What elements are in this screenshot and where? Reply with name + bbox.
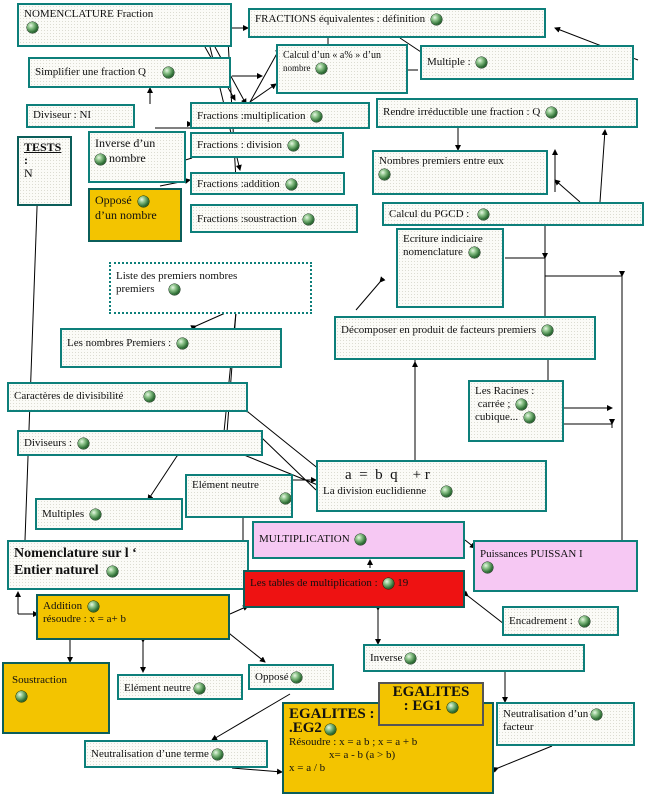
multiple-label: Multiple : xyxy=(427,56,471,68)
egalites-eg2-label-2: .EG2 xyxy=(289,720,322,736)
tests-title: TESTS xyxy=(24,140,62,154)
caracteres-divisibilite-box[interactable] xyxy=(7,382,248,412)
rendre-irreductible-box[interactable] xyxy=(376,98,638,128)
green-sphere-icon[interactable] xyxy=(591,709,602,720)
puissances-label: Puissances PUISSAN I xyxy=(480,548,583,560)
green-sphere-icon[interactable] xyxy=(447,702,458,713)
green-sphere-icon[interactable] xyxy=(325,724,336,735)
green-sphere-icon[interactable] xyxy=(144,391,155,402)
simplifier-label: Simplifier une fraction Q xyxy=(35,66,146,78)
green-sphere-icon[interactable] xyxy=(78,438,89,449)
oppose-bottom-box[interactable] xyxy=(248,664,334,690)
diviseurs-box[interactable] xyxy=(17,430,263,456)
fractions-multiplication-label: Fractions :multiplication xyxy=(197,110,306,122)
green-sphere-icon[interactable] xyxy=(291,672,302,683)
calcul-pgcd-label: Calcul du PGCD : xyxy=(389,208,470,220)
green-sphere-icon[interactable] xyxy=(383,578,394,589)
addition-label: Addition xyxy=(43,600,83,612)
resoudre-line-1: Résoudre : x = a b ; x = a + b xyxy=(289,736,418,748)
multiples-box[interactable] xyxy=(35,498,183,530)
rendre-irreductible-label: Rendre irréductible une fraction : Q xyxy=(383,106,541,118)
green-sphere-icon[interactable] xyxy=(579,616,590,627)
tables-multiplication-box[interactable] xyxy=(243,570,465,608)
nomenclature-fraction-box[interactable] xyxy=(17,3,232,47)
green-sphere-icon[interactable] xyxy=(288,140,299,151)
diviseur-ni-label: Diviseur : NI xyxy=(33,109,92,121)
soustraction-box[interactable] xyxy=(2,662,110,734)
liste-premiers-box[interactable] xyxy=(109,262,312,314)
green-sphere-icon[interactable] xyxy=(27,22,38,33)
nombres-premiers-entre-eux-box[interactable] xyxy=(372,150,548,195)
green-sphere-icon[interactable] xyxy=(524,412,535,423)
addition-label-2: résoudre : x = a+ b xyxy=(43,613,126,625)
nomenclature-entier-box[interactable] xyxy=(7,540,249,590)
nombres-premiers-label: Les nombres Premiers : xyxy=(67,337,172,349)
green-sphere-icon[interactable] xyxy=(469,247,480,258)
tests-box[interactable] xyxy=(17,136,72,206)
multiple-box[interactable] xyxy=(420,45,634,80)
green-sphere-icon[interactable] xyxy=(316,63,327,74)
fractions-soustraction-box[interactable] xyxy=(190,204,358,233)
ecriture-indiciaire-label: Ecriture indiciaire xyxy=(403,233,483,245)
element-neutre-top-box[interactable] xyxy=(185,474,293,518)
element-neutre-top-label: Elément neutre xyxy=(192,479,259,491)
inverse-nombre-label: Inverse d’un xyxy=(95,136,156,150)
oppose-nombre-label: Opposé xyxy=(95,193,132,207)
simplifier-box[interactable] xyxy=(28,57,231,88)
fractions-addition-box[interactable] xyxy=(190,172,345,195)
diviseurs-label: Diviseurs : xyxy=(24,437,72,449)
inverse-bottom-box[interactable] xyxy=(363,644,585,672)
inverse-nombre-box[interactable] xyxy=(88,131,186,183)
green-sphere-icon[interactable] xyxy=(16,691,27,702)
calcul-pourcentage-label-2: nombre xyxy=(283,63,311,73)
egalites-eg2-label: EGALITES : xyxy=(289,706,375,722)
nomenclature-entier-label-2: Entier naturel xyxy=(14,563,99,578)
nombres-premiers-box[interactable] xyxy=(60,328,282,368)
green-sphere-icon[interactable] xyxy=(286,179,297,190)
egalites-eg1-label: EGALITES xyxy=(392,684,470,700)
egalites-eg1-box[interactable] xyxy=(378,682,484,726)
green-sphere-icon[interactable] xyxy=(355,534,366,545)
calcul-pourcentage-label: Calcul d’un « a% » d’un xyxy=(283,50,382,61)
division-formula: a = b q + r xyxy=(345,467,430,483)
green-sphere-icon[interactable] xyxy=(163,67,174,78)
neutralisation-facteur-label: Neutralisation d’un xyxy=(503,708,589,720)
fractions-multiplication-box[interactable] xyxy=(190,102,370,129)
nomenclature-fraction-label: NOMENCLATURE Fraction xyxy=(24,8,154,20)
green-sphere-icon[interactable] xyxy=(311,111,322,122)
egalites-eg1-label-2: : EG1 xyxy=(403,698,442,714)
green-sphere-icon[interactable] xyxy=(546,107,557,118)
resoudre-line-3: x = a / b xyxy=(289,762,326,774)
green-sphere-icon[interactable] xyxy=(177,338,188,349)
division-euclidienne-box[interactable] xyxy=(316,460,547,512)
green-sphere-icon[interactable] xyxy=(476,57,487,68)
nomenclature-entier-label: Nomenclature sur l ‘ xyxy=(14,546,137,561)
ecriture-indiciaire-box[interactable] xyxy=(396,228,504,308)
fractions-equivalentes-box[interactable] xyxy=(248,8,546,38)
green-sphere-icon[interactable] xyxy=(212,749,223,760)
liste-premiers-label: Liste des premiers nombres xyxy=(116,270,238,282)
inverse-nombre-label-2: nombre xyxy=(109,151,146,165)
green-sphere-icon[interactable] xyxy=(280,493,291,504)
multiplication-box[interactable] xyxy=(252,521,465,559)
green-sphere-icon[interactable] xyxy=(194,683,205,694)
green-sphere-icon[interactable] xyxy=(138,196,149,207)
green-sphere-icon[interactable] xyxy=(478,209,489,220)
green-sphere-icon[interactable] xyxy=(482,562,493,573)
green-sphere-icon[interactable] xyxy=(88,601,99,612)
decomposer-box[interactable] xyxy=(334,316,596,360)
green-sphere-icon[interactable] xyxy=(169,284,180,295)
green-sphere-icon[interactable] xyxy=(303,214,314,225)
racines-label: Les Racines : xyxy=(475,385,535,397)
green-sphere-icon[interactable] xyxy=(542,325,553,336)
ecriture-indiciaire-label-2: nomenclature xyxy=(403,246,463,258)
oppose-nombre-label-2: d’un nombre xyxy=(95,208,157,222)
green-sphere-icon[interactable] xyxy=(107,566,118,577)
oppose-bottom-label: Opposé xyxy=(255,671,289,683)
calcul-pgcd-box[interactable] xyxy=(382,202,644,226)
neutralisation-terme-box[interactable] xyxy=(84,740,268,768)
neutralisation-facteur-box[interactable] xyxy=(496,702,635,746)
tables-number: 19 xyxy=(397,577,409,589)
green-sphere-icon[interactable] xyxy=(379,169,390,180)
fractions-division-box[interactable] xyxy=(190,132,344,158)
element-neutre-bottom-label: Elément neutre xyxy=(124,682,191,694)
racines-label-2: carrée ; xyxy=(477,398,511,410)
fractions-addition-label: Fractions :addition xyxy=(197,178,280,190)
element-neutre-bottom-box[interactable] xyxy=(117,674,243,700)
racines-box[interactable] xyxy=(468,380,564,442)
puissances-box[interactable] xyxy=(473,540,638,592)
nombres-premiers-entre-eux-label: Nombres premiers entre eux xyxy=(379,155,504,167)
green-sphere-icon[interactable] xyxy=(441,486,452,497)
tests-value: N xyxy=(24,166,33,180)
green-sphere-icon[interactable] xyxy=(431,14,442,25)
encadrement-label: Encadrement : xyxy=(509,615,573,627)
green-sphere-icon[interactable] xyxy=(95,154,106,165)
racines-label-3: cubique... xyxy=(475,411,519,423)
multiples-label: Multiples xyxy=(42,508,85,520)
green-sphere-icon[interactable] xyxy=(405,653,416,664)
multiplication-label: MULTIPLICATION xyxy=(259,533,350,545)
encadrement-box[interactable] xyxy=(502,606,619,636)
oppose-nombre-box[interactable] xyxy=(88,188,182,242)
fractions-soustraction-label: Fractions :soustraction xyxy=(197,213,297,225)
inverse-bottom-label: Inverse xyxy=(370,652,403,664)
addition-box[interactable] xyxy=(36,594,230,640)
fractions-equivalentes-label: FRACTIONS équivalentes : définition xyxy=(255,13,426,25)
fractions-division-label: Fractions : division xyxy=(197,139,282,151)
soustraction-label: Soustraction xyxy=(12,674,67,686)
neutralisation-facteur-label-2: facteur xyxy=(503,721,534,733)
tables-multiplication-label: Les tables de multiplication : xyxy=(250,577,378,589)
division-euclidienne-label: La division euclidienne xyxy=(323,485,427,497)
decomposer-label: Décomposer en produit de facteurs premiers xyxy=(341,324,537,336)
liste-premiers-label-2: premiers xyxy=(116,283,155,295)
tests-colon: : xyxy=(24,153,28,167)
caracteres-divisibilite-label: Caractères de divisibilité xyxy=(14,390,124,402)
calcul-pourcentage-box[interactable] xyxy=(276,44,408,94)
green-sphere-icon[interactable] xyxy=(516,399,527,410)
neutralisation-terme-label: Neutralisation d’une terme xyxy=(91,748,209,760)
diviseur-ni-box[interactable] xyxy=(26,104,135,128)
resoudre-line-2: x= a - b (a > b) xyxy=(329,749,396,761)
green-sphere-icon[interactable] xyxy=(90,509,101,520)
